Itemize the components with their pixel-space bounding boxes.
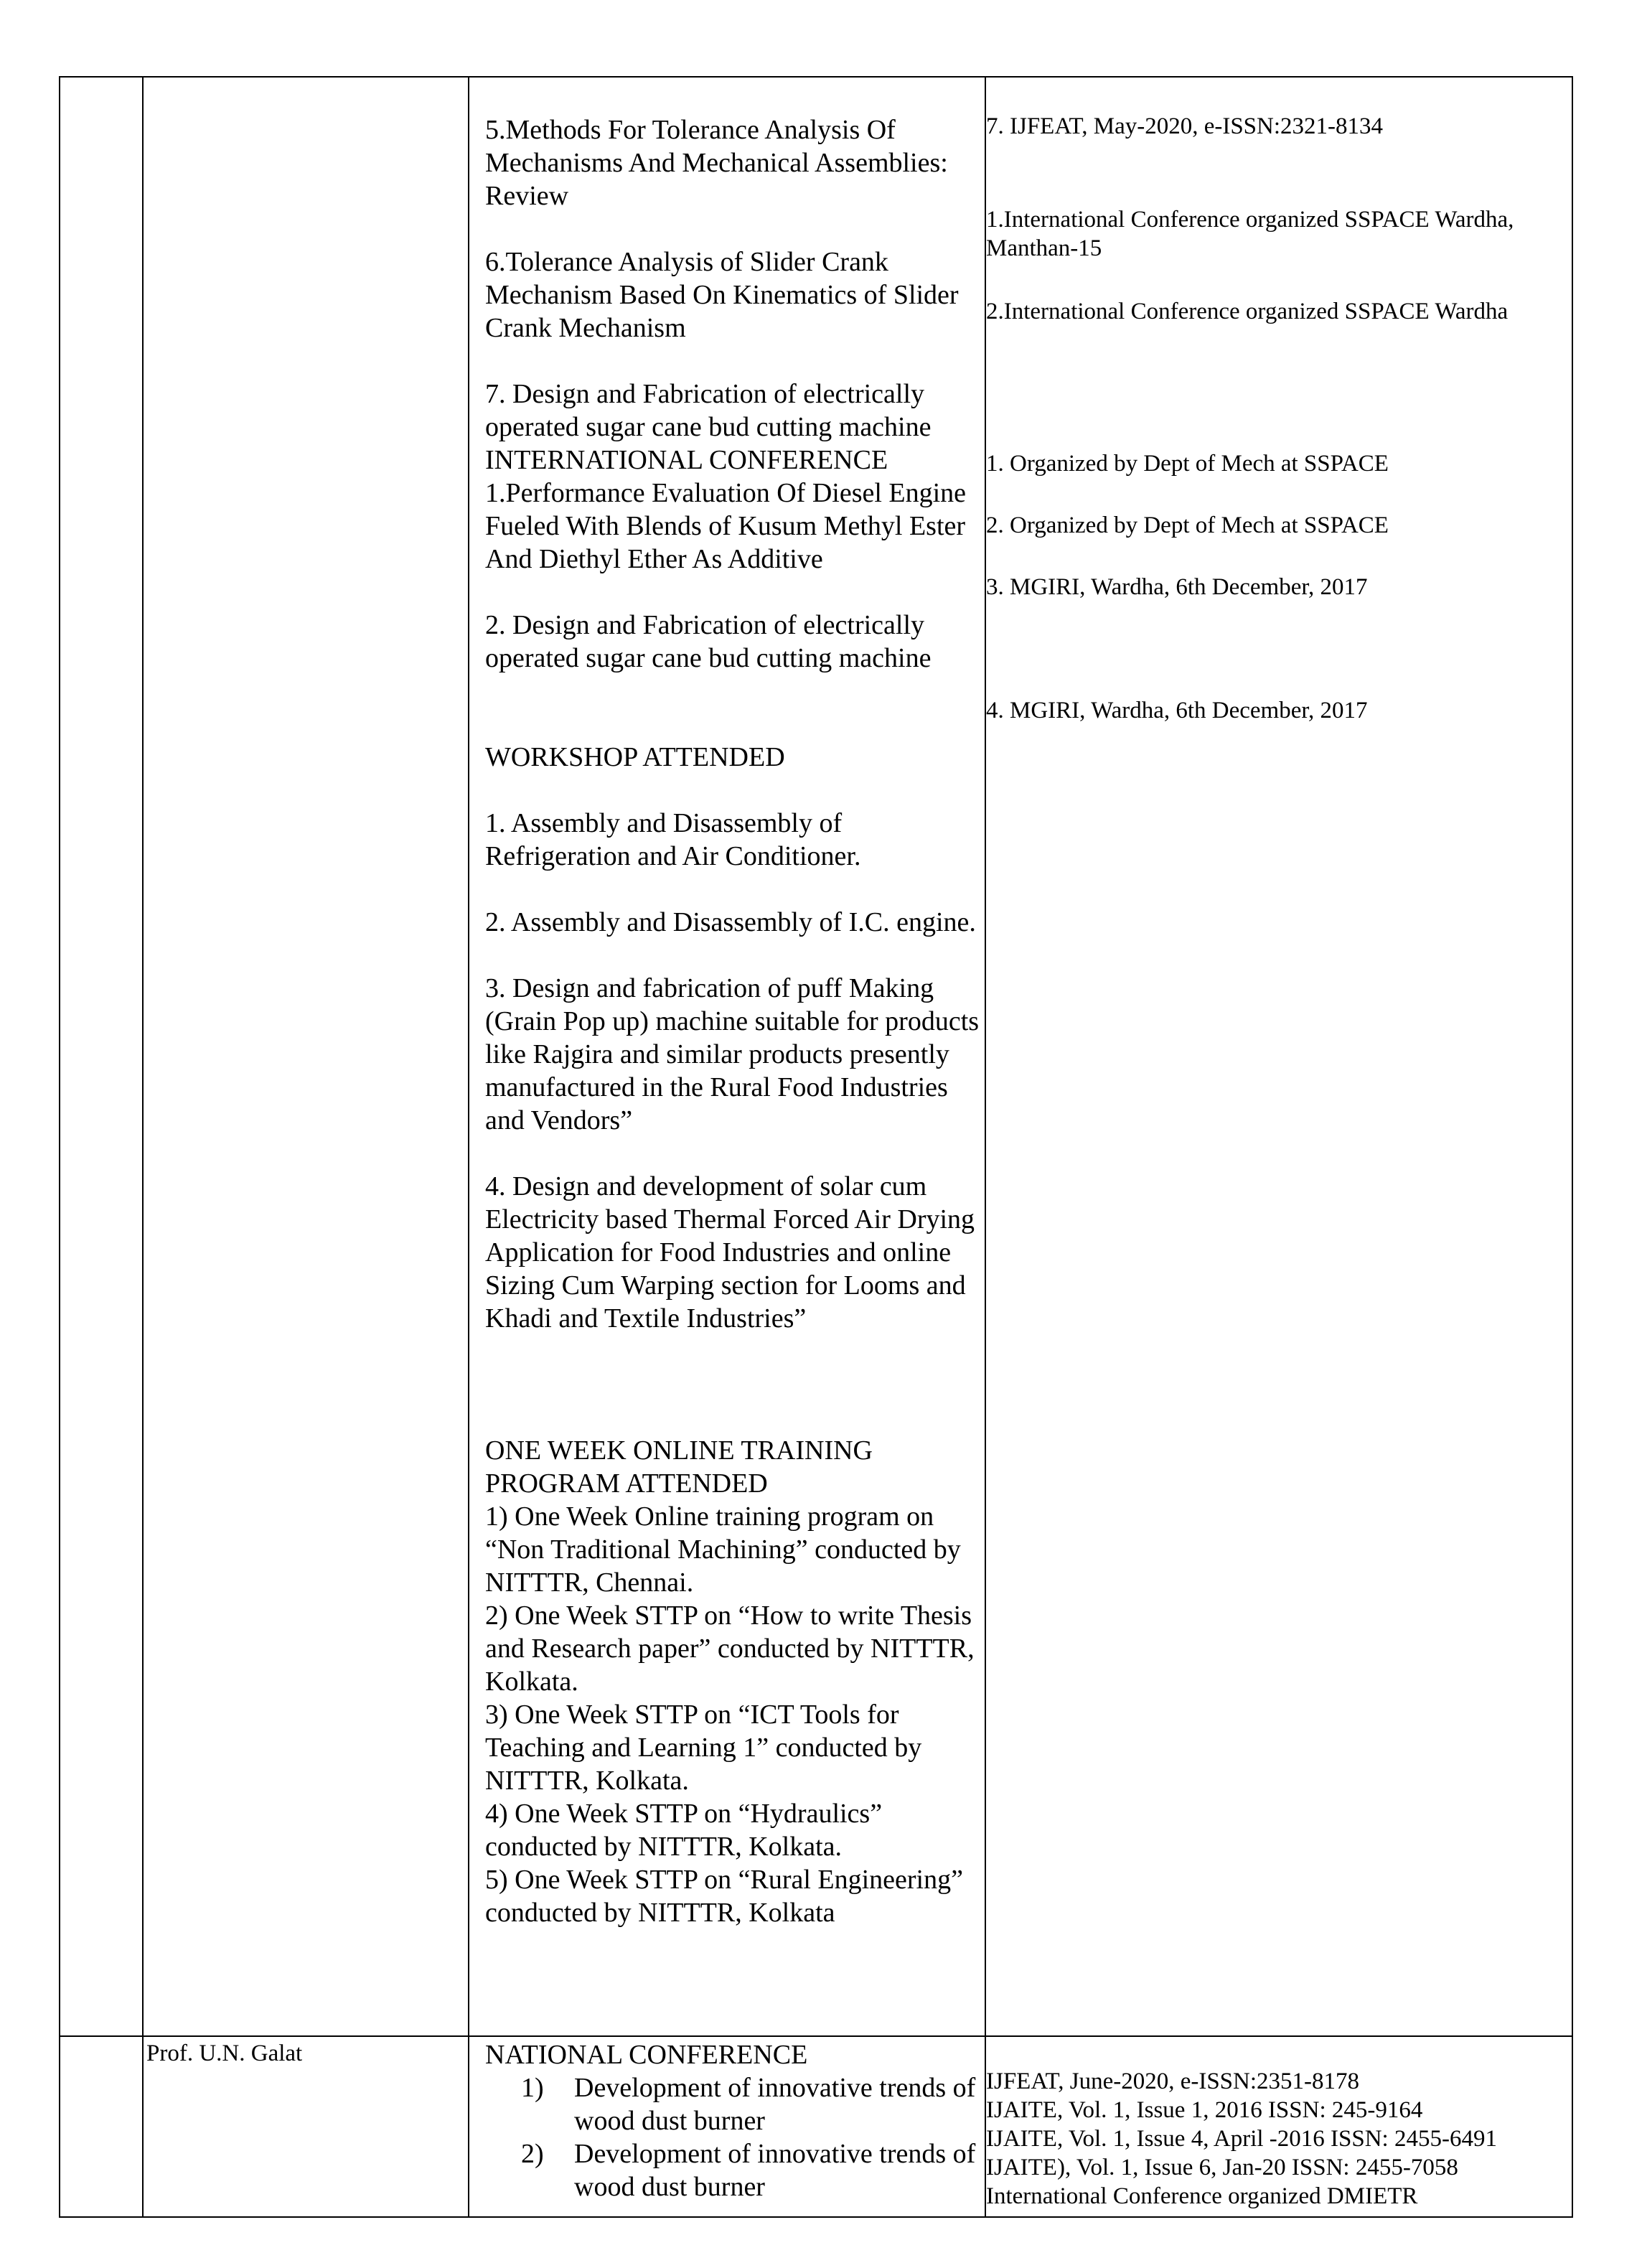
venue-item: International Conference organized DMIETR [986,2183,1418,2209]
venue-item: 4. MGIRI, Wardha, 6th December, 2017 [986,698,1368,723]
topic-item: 6.Tolerance Analysis of Slider Crank Mechanism Based On Kinematics of Slider Crank Mechanism [485,247,959,343]
row-divider [60,2035,1572,2037]
topic-item: 7. Design and Fabrication of electrically operated sugar cane bud cutting machine [485,379,932,442]
list-item [521,2137,980,2203]
row2-venues-cell [986,2067,1573,2211]
list-item [521,2071,980,2137]
venue-item: IJFEAT, June-2020, e-ISSN:2351-8178 [986,2068,1360,2094]
list-number: 1) [521,2073,544,2103]
venue-item: IJAITE, Vol. 1, Issue 1, 2016 ISSN: 245-9164 [986,2097,1423,2123]
training-item: 5) One Week STTP on “Rural Engineering” conducted by NITTTR, Kolkata [485,1865,963,1928]
row2-topics-cell [485,2038,980,2203]
row1-venues-cell [986,112,1569,725]
training-heading: ONE WEEK ONLINE TRAINING PROGRAM ATTENDED [485,1435,873,1499]
list-text: Development of innovative trends of wood dust burner [574,2073,976,2136]
training-item: 4) One Week STTP on “Hydraulics” conducted by NITTTR, Kolkata. [485,1799,883,1862]
list-text: Development of innovative trends of wood dust burner [574,2139,976,2202]
venue-item: 7. IJFEAT, May-2020, e-ISSN:2321-8134 [986,113,1384,139]
intl-conference-item: 2. Design and Fabrication of electrically operated sugar cane bud cutting machine [485,610,932,673]
venue-item: 1.International Conference organized SSPACE Wardha, Manthan-15 [986,207,1514,261]
training-item: 1) One Week Online training program on “Non Traditional Machining” conducted by NITTTR, Chennai. [485,1501,961,1598]
workshop-heading: WORKSHOP ATTENDED [485,742,785,772]
venue-item: 1. Organized by Dept of Mech at SSPACE [986,451,1389,477]
workshop-item: 4. Design and development of solar cum Electricity based Thermal Forced Air Drying Application for Food Industries and online Sizing Cum Warping section for Looms and Khadi and Textile Industries” [485,1171,975,1334]
topic-item: 5.Methods For Tolerance Analysis Of Mechanisms And Mechanical Assemblies: Review [485,115,948,211]
row1-topics-cell [485,113,980,1929]
faculty-name: Prof. U.N. Galat [146,2040,303,2066]
national-conference-list [485,2071,980,2203]
venue-item: 3. MGIRI, Wardha, 6th December, 2017 [986,574,1368,600]
venue-item: IJAITE), Vol. 1, Issue 6, Jan-20 ISSN: 2455-7058 [986,2155,1458,2180]
intl-conference-item: 1.Performance Evaluation Of Diesel Engine Fueled With Blends of Kusum Methyl Ester And Diethyl Ether As Additive [485,478,967,574]
national-conference-heading: NATIONAL CONFERENCE [485,2040,808,2070]
column-divider [142,78,144,2216]
venue-item: IJAITE, Vol. 1, Issue 4, April -2016 ISSN: 2455-6491 [986,2126,1497,2152]
training-item: 2) One Week STTP on “How to write Thesis and Research paper” conducted by NITTTR, Kolkata. [485,1601,975,1697]
list-number: 2) [521,2139,544,2169]
workshop-item: 2. Assembly and Disassembly of I.C. engine. [485,907,976,937]
faculty-table [59,76,1573,2218]
venue-item: 2.International Conference organized SSPACE Wardha [986,299,1509,324]
workshop-item: 1. Assembly and Disassembly of Refrigeration and Air Conditioner. [485,808,861,871]
training-item: 3) One Week STTP on “ICT Tools for Teaching and Learning 1” conducted by NITTTR, Kolkata. [485,1700,922,1796]
column-divider [468,78,469,2216]
venue-item: 2. Organized by Dept of Mech at SSPACE [986,512,1389,538]
workshop-item: 3. Design and fabrication of puff Making (Grain Pop up) machine suitable for products like Rajgira and similar products presently manufactured in the Rural Food Industries and Vendors” [485,973,980,1135]
intl-conference-heading: INTERNATIONAL CONFERENCE [485,445,888,475]
